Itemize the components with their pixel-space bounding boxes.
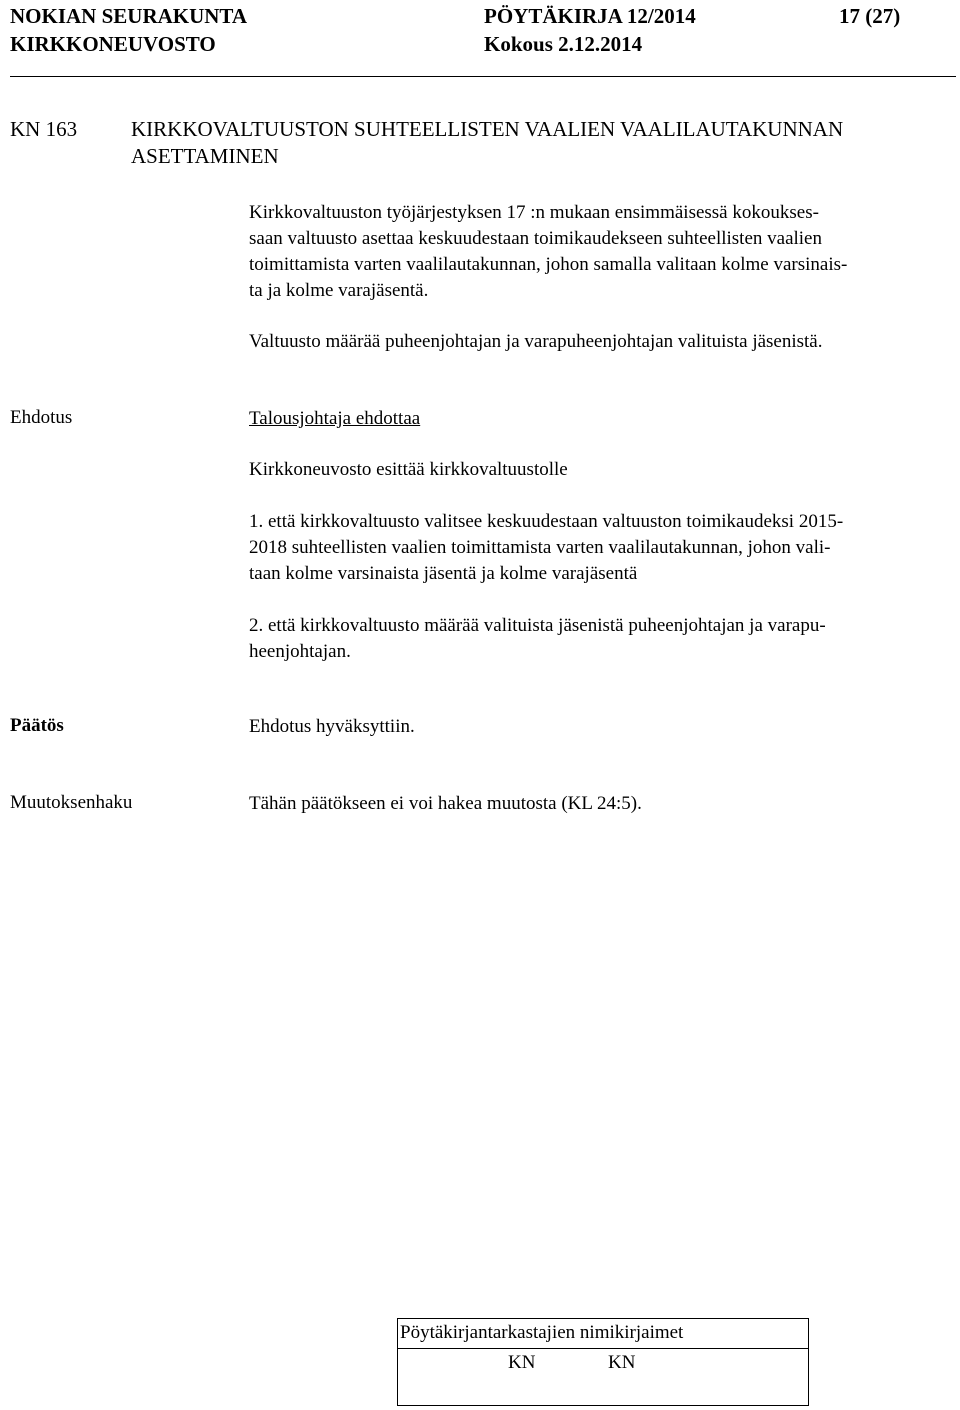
proposal-item-2-line: 2. että kirkkovaltuusto määrää valituista jäsenistä puheenjohtajan ja varapu- [249, 615, 826, 636]
body-name: KIRKKONEUVOSTO [10, 32, 216, 56]
intro-line: saan valtuusto asettaa keskuudestaan toimikaudekseen suhteellisten vaalien [249, 228, 822, 249]
checker-initials: KN [608, 1352, 636, 1373]
page-number: 17 (27) [839, 4, 901, 28]
proposal-item-2 [249, 613, 826, 665]
proposer-heading: Talousjohtaja ehdottaa [249, 408, 421, 429]
proposal-label: Ehdotus [10, 407, 73, 428]
intro-paragraph [249, 200, 847, 304]
meeting-date: Kokous 2.12.2014 [484, 32, 643, 56]
item-title-line2: ASETTAMINEN [131, 144, 279, 168]
minutes-checkers-box [397, 1318, 809, 1406]
decision-label: Päätös [10, 715, 64, 736]
appeal-label: Muutoksenhaku [10, 792, 133, 813]
proposal-item-1-line: 1. että kirkkovaltuusto valitsee keskuudestaan valtuuston toimikaudeksi 2015- [249, 511, 844, 532]
org-name: NOKIAN SEURAKUNTA [10, 4, 248, 28]
decision-text: Ehdotus hyväksyttiin. [249, 716, 415, 737]
appeal-text: Tähän päätökseen ei voi hakea muutosta (KL 24:5). [249, 793, 642, 814]
proposal-item-1-line: taan kolme varsinaista jäsentä ja kolme varajäsentä [249, 563, 638, 584]
item-reference: KN 163 [10, 117, 78, 141]
proposal-item-1-line: 2018 suhteellisten vaalien toimittamista varten vaalilautakunnan, johon vali- [249, 537, 831, 558]
intro-paragraph-2: Valtuusto määrää puheenjohtajan ja varapuheenjohtajan valituista jäsenistä. [249, 331, 823, 352]
minutes-checkers-title: Pöytäkirjantarkastajien nimikirjaimet [398, 1319, 808, 1349]
intro-line: ta ja kolme varajäsentä. [249, 280, 429, 301]
document-title: PÖYTÄKIRJA 12/2014 [484, 4, 696, 28]
item-title-line1: KIRKKOVALTUUSTON SUHTEELLISTEN VAALIEN VAALILAUTAKUNNAN [131, 117, 844, 141]
proposal-item-1 [249, 509, 843, 587]
intro-line: toimittamista varten vaalilautakunnan, johon samalla valitaan kolme varsinais- [249, 254, 848, 275]
proposal-lead: Kirkkoneuvosto esittää kirkkovaltuustolle [249, 459, 568, 480]
header-divider [10, 76, 956, 77]
intro-line: Kirkkovaltuuston työjärjestyksen 17 :n mukaan ensimmäisessä kokoukses- [249, 202, 819, 223]
proposal-item-2-line: heenjohtajan. [249, 641, 351, 662]
checker-initials: KN [508, 1352, 536, 1373]
